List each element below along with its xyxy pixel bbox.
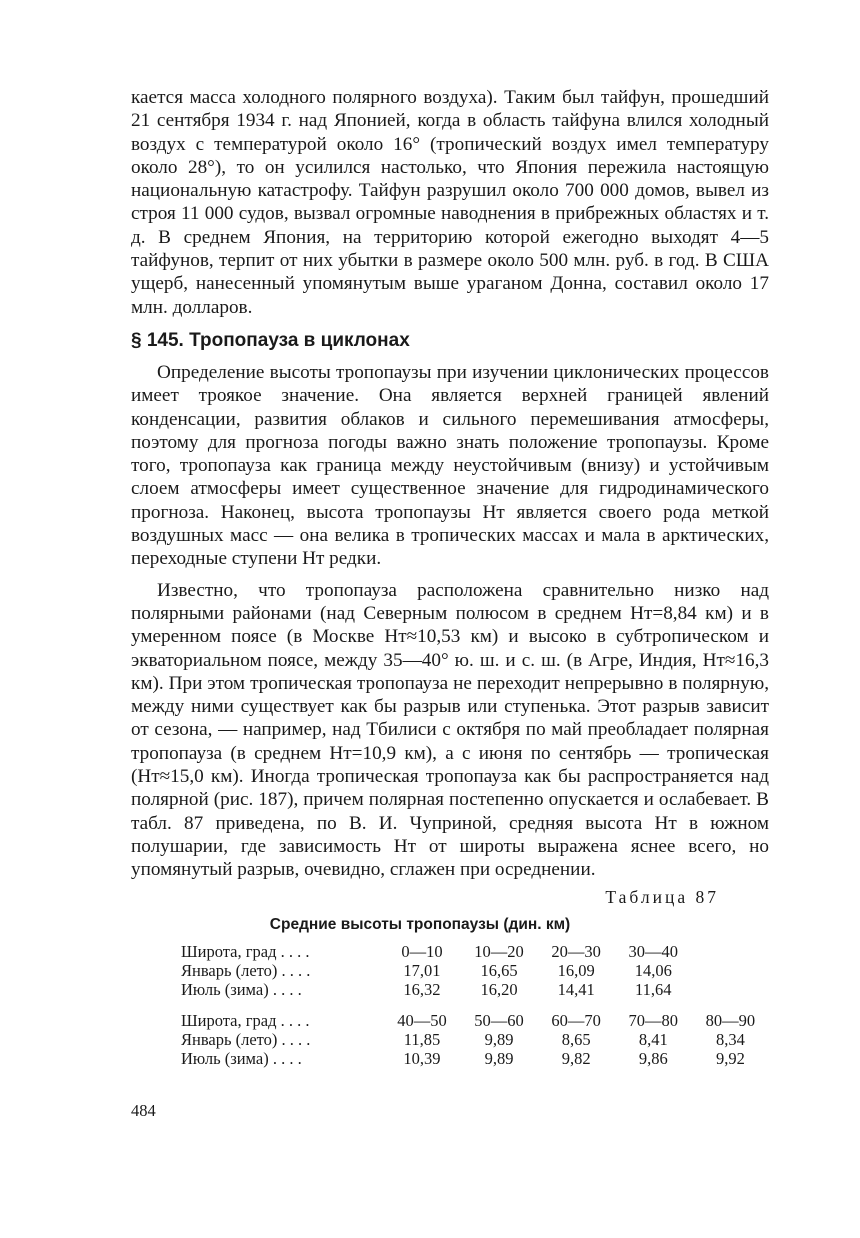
table-label: Таблица 87 <box>605 886 719 907</box>
table-cell: 9,92 <box>715 1048 745 1068</box>
table-cell: 8,65 <box>561 1029 591 1049</box>
table-cell: 50—60 <box>474 1010 524 1030</box>
row-label: Широта, град . . . . <box>181 1010 310 1030</box>
table-cell: 16,65 <box>480 960 518 980</box>
row-label: Январь (лето) . . . . <box>181 1029 311 1049</box>
row-label: Июль (зима) . . . . <box>181 1048 302 1068</box>
row-label: Июль (зима) . . . . <box>181 979 302 999</box>
table-cell: 9,82 <box>561 1048 591 1068</box>
table-caption: Средние высоты тропопаузы (дин. км) <box>269 915 571 933</box>
row-label: Широта, град . . . . <box>181 941 310 961</box>
tropopause-height-table <box>181 942 769 1068</box>
table-cell: 20—30 <box>551 941 601 961</box>
paragraph-tropopause-heights: Известно, что тропопауза расположена сравнительно низко над полярными районами (над Северным полюсом в среднем Hт=8,84 км) и в умеренном поясе (в Москве Hт≈10,53 км) и высоко в субтропическом и экваториальном поясе, между 35—40° ю. ш. и с. ш. (в Агре, Индия, Hт≈16,3 км). При этом тропическая тропопауза не переходит непрерывно в полярную, между ними существует как бы разрыв или ступенька. Этот разрыв зависит от сезона, — например, над Тбилиси с октября по май преобладает полярная тропопауза (в среднем Hт=10,9 км), а с июня по сентябрь — тропическая (Hт≈15,0 км). Иногда тропическая тропопауза как бы распространяется над полярной (рис. 187), причем полярная постепенно опускается и ослабевает. В табл. 87 приведена, по В. И. Чуприной, средняя высота Hт в южном полушарии, где зависимость Hт от широты выражена яснее всего, но упомянутый разрыв, очевидно, сглажен при осреднении. <box>131 579 769 881</box>
page-body <box>131 86 769 1068</box>
table-cell: 9,86 <box>638 1048 668 1068</box>
table-cell: 9,89 <box>484 1048 514 1068</box>
table-cell: 70—80 <box>628 1010 679 1030</box>
table-cell: 8,41 <box>638 1029 668 1049</box>
table-cell: 11,85 <box>403 1029 441 1049</box>
paragraph-continued: кается масса холодного полярного воздуха). Таким был тайфун, прошедший 21 сентября 1934 г. над Японией, когда в область тайфуна влился холодный воздух с температурой около 16° (тропический воздух имел температуру около 28°), то он усилился настолько, что Япония пережила настоящую национальную катастрофу. Тайфун разрушил около 700 000 домов, вывел из строя 11 000 судов, вызвал огромные наводнения в прибрежных областях и т. д. В среднем Япония, на территорию которой ежегодно выходят 4—5 тайфунов, терпит от них убытки в размере около 500 млн. руб. в год. В США ущерб, нанесенный упомянутым выше ураганом Донна, составил около 17 млн. долларов. <box>131 87 769 318</box>
paragraph-tropopause-significance: Определение высоты тропопаузы при изучении циклонических процессов имеет троякое значение. Она является верхней границей явлений конденсации, развития облаков и сильного перемешивания атмосферы, поэтому для прогноза погоды важно знать положение тропопаузы. Кроме того, тропопауза как граница между неустойчивым (внизу) и устойчивым слоем атмосферы имеет существенное значение для гидродинамического прогноза. Наконец, высота тропопаузы Hт является своего рода меткой воздушных масс — она велика в тропических массах и мала в арктических, переходные ступени Hт редки. <box>131 361 769 570</box>
page-number: 484 <box>131 1101 156 1120</box>
table-row <box>181 1011 769 1030</box>
table-row <box>181 1030 769 1049</box>
table-row <box>181 942 769 961</box>
table-cell: 11,64 <box>635 979 672 999</box>
section-heading: § 145. Тропопауза в циклонах <box>131 329 410 351</box>
table-cell: 40—50 <box>397 1010 447 1030</box>
table-row <box>181 1049 769 1068</box>
table-cell: 10—20 <box>474 941 524 961</box>
table-cell: 14,41 <box>557 979 595 999</box>
row-label: Январь (лето) . . . . <box>181 960 311 980</box>
table-cell: 17,01 <box>403 960 441 980</box>
table-cell: 9,89 <box>484 1029 514 1049</box>
table-cell: 60—70 <box>551 1010 601 1030</box>
table-cell: 0—10 <box>401 941 443 961</box>
table-cell: 16,09 <box>557 960 595 980</box>
table-cell: 16,32 <box>403 979 441 999</box>
table-row <box>181 980 769 999</box>
table-cell: 80—90 <box>705 1010 756 1030</box>
table-row <box>181 961 769 980</box>
table-cell: 8,34 <box>715 1029 745 1049</box>
table-cell: 14,06 <box>634 960 672 980</box>
table-cell: 10,39 <box>403 1048 441 1068</box>
table-cell: 16,20 <box>480 979 518 999</box>
table-cell: 30—40 <box>628 941 679 961</box>
